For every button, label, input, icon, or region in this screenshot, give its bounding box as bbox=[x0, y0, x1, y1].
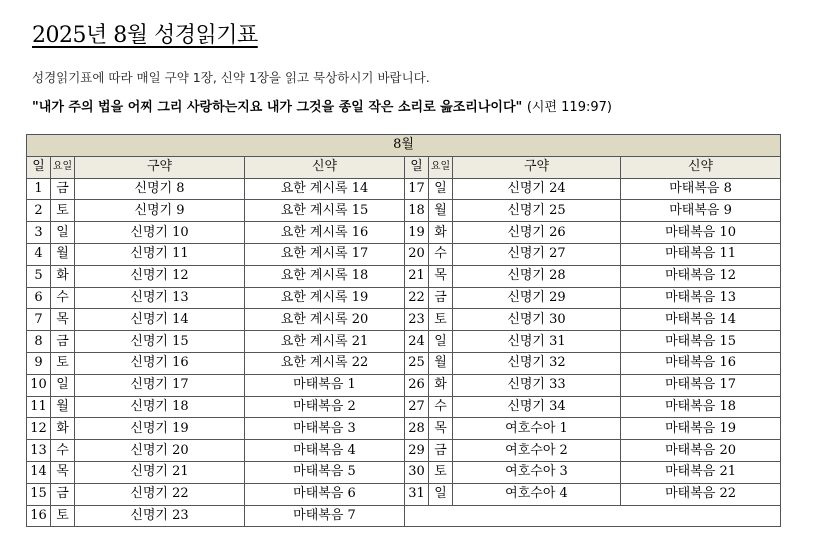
weekday-cell: 월 bbox=[51, 396, 75, 418]
day-cell: 22 bbox=[405, 287, 429, 309]
verse-text: "내가 주의 법을 어찌 그리 사랑하는지요 내가 그것을 종일 작은 소리로 읊조리나이다" bbox=[32, 100, 523, 115]
nt-reading-cell: 요한 계시록 21 bbox=[245, 331, 405, 353]
nt-reading-cell: 요한 계시록 19 bbox=[245, 287, 405, 309]
table-row bbox=[27, 222, 781, 244]
table-row bbox=[27, 505, 781, 527]
reading-plan-table bbox=[26, 134, 781, 527]
day-cell: 17 bbox=[405, 178, 429, 200]
header-nt: 신약 bbox=[245, 156, 405, 178]
day-cell: 31 bbox=[405, 483, 429, 505]
nt-reading-cell: 마태복음 16 bbox=[621, 352, 781, 374]
header-ot: 구약 bbox=[75, 156, 245, 178]
ot-reading-cell: 신명기 15 bbox=[75, 331, 245, 353]
weekday-cell: 화 bbox=[51, 418, 75, 440]
day-cell: 16 bbox=[27, 505, 51, 527]
ot-reading-cell: 신명기 28 bbox=[453, 265, 621, 287]
ot-reading-cell: 신명기 34 bbox=[453, 396, 621, 418]
nt-reading-cell: 마태복음 17 bbox=[621, 374, 781, 396]
ot-reading-cell: 신명기 31 bbox=[453, 331, 621, 353]
day-cell: 19 bbox=[405, 222, 429, 244]
nt-reading-cell: 마태복음 13 bbox=[621, 287, 781, 309]
weekday-cell: 일 bbox=[51, 222, 75, 244]
day-cell: 4 bbox=[27, 243, 51, 265]
day-cell: 18 bbox=[405, 200, 429, 222]
weekday-cell: 일 bbox=[429, 483, 453, 505]
table-row bbox=[27, 287, 781, 309]
table-row bbox=[27, 200, 781, 222]
ot-reading-cell: 신명기 32 bbox=[453, 352, 621, 374]
nt-reading-cell: 요한 계시록 16 bbox=[245, 222, 405, 244]
weekday-cell: 화 bbox=[429, 374, 453, 396]
nt-reading-cell: 요한 계시록 18 bbox=[245, 265, 405, 287]
nt-reading-cell: 마태복음 18 bbox=[621, 396, 781, 418]
table-row bbox=[27, 178, 781, 200]
weekday-cell: 토 bbox=[51, 505, 75, 527]
day-cell: 7 bbox=[27, 309, 51, 331]
plan-body bbox=[27, 178, 781, 527]
verse-quote bbox=[32, 96, 612, 115]
nt-reading-cell: 마태복음 5 bbox=[245, 461, 405, 483]
weekday-cell: 토 bbox=[429, 461, 453, 483]
empty-cell bbox=[405, 505, 781, 527]
nt-reading-cell: 마태복음 7 bbox=[245, 505, 405, 527]
day-cell: 26 bbox=[405, 374, 429, 396]
weekday-cell: 일 bbox=[429, 178, 453, 200]
month-header-row bbox=[27, 135, 781, 157]
ot-reading-cell: 신명기 26 bbox=[453, 222, 621, 244]
weekday-cell: 금 bbox=[51, 331, 75, 353]
ot-reading-cell: 신명기 23 bbox=[75, 505, 245, 527]
ot-reading-cell: 신명기 10 bbox=[75, 222, 245, 244]
weekday-cell: 수 bbox=[51, 287, 75, 309]
nt-reading-cell: 마태복음 8 bbox=[621, 178, 781, 200]
weekday-cell: 월 bbox=[51, 243, 75, 265]
header-weekday: 요일 bbox=[429, 156, 453, 178]
nt-reading-cell: 요한 계시록 15 bbox=[245, 200, 405, 222]
table-row bbox=[27, 418, 781, 440]
weekday-cell: 목 bbox=[51, 309, 75, 331]
nt-reading-cell: 마태복음 10 bbox=[621, 222, 781, 244]
nt-reading-cell: 마태복음 9 bbox=[621, 200, 781, 222]
weekday-cell: 토 bbox=[51, 200, 75, 222]
day-cell: 25 bbox=[405, 352, 429, 374]
day-cell: 13 bbox=[27, 440, 51, 462]
table-row bbox=[27, 265, 781, 287]
weekday-cell: 수 bbox=[429, 243, 453, 265]
weekday-cell: 목 bbox=[429, 418, 453, 440]
table-row bbox=[27, 483, 781, 505]
page-title: 2025년 8월 성경읽기표 bbox=[32, 23, 258, 48]
day-cell: 20 bbox=[405, 243, 429, 265]
ot-reading-cell: 신명기 24 bbox=[453, 178, 621, 200]
weekday-cell: 토 bbox=[429, 309, 453, 331]
nt-reading-cell: 마태복음 14 bbox=[621, 309, 781, 331]
day-cell: 12 bbox=[27, 418, 51, 440]
weekday-cell: 목 bbox=[51, 461, 75, 483]
table-row bbox=[27, 374, 781, 396]
ot-reading-cell: 신명기 11 bbox=[75, 243, 245, 265]
day-cell: 9 bbox=[27, 352, 51, 374]
table-row bbox=[27, 243, 781, 265]
day-cell: 15 bbox=[27, 483, 51, 505]
ot-reading-cell: 신명기 27 bbox=[453, 243, 621, 265]
nt-reading-cell: 요한 계시록 20 bbox=[245, 309, 405, 331]
day-cell: 2 bbox=[27, 200, 51, 222]
weekday-cell: 화 bbox=[429, 222, 453, 244]
header-day: 일 bbox=[405, 156, 429, 178]
day-cell: 29 bbox=[405, 440, 429, 462]
weekday-cell: 토 bbox=[51, 352, 75, 374]
day-cell: 27 bbox=[405, 396, 429, 418]
weekday-cell: 일 bbox=[429, 331, 453, 353]
table-row bbox=[27, 309, 781, 331]
header-day: 일 bbox=[27, 156, 51, 178]
ot-reading-cell: 신명기 25 bbox=[453, 200, 621, 222]
ot-reading-cell: 신명기 19 bbox=[75, 418, 245, 440]
nt-reading-cell: 마태복음 2 bbox=[245, 396, 405, 418]
ot-reading-cell: 신명기 21 bbox=[75, 461, 245, 483]
day-cell: 30 bbox=[405, 461, 429, 483]
day-cell: 10 bbox=[27, 374, 51, 396]
ot-reading-cell: 신명기 9 bbox=[75, 200, 245, 222]
ot-reading-cell: 신명기 14 bbox=[75, 309, 245, 331]
nt-reading-cell: 마태복음 1 bbox=[245, 374, 405, 396]
table-row bbox=[27, 440, 781, 462]
nt-reading-cell: 마태복음 15 bbox=[621, 331, 781, 353]
day-cell: 5 bbox=[27, 265, 51, 287]
day-cell: 6 bbox=[27, 287, 51, 309]
weekday-cell: 금 bbox=[51, 483, 75, 505]
month-label: 8월 bbox=[27, 135, 781, 157]
ot-reading-cell: 신명기 30 bbox=[453, 309, 621, 331]
ot-reading-cell: 신명기 8 bbox=[75, 178, 245, 200]
nt-reading-cell: 마태복음 21 bbox=[621, 461, 781, 483]
table-row bbox=[27, 461, 781, 483]
nt-reading-cell: 요한 계시록 14 bbox=[245, 178, 405, 200]
table-row bbox=[27, 352, 781, 374]
ot-reading-cell: 여호수아 1 bbox=[453, 418, 621, 440]
header-ot: 구약 bbox=[453, 156, 621, 178]
ot-reading-cell: 신명기 12 bbox=[75, 265, 245, 287]
nt-reading-cell: 마태복음 4 bbox=[245, 440, 405, 462]
ot-reading-cell: 신명기 18 bbox=[75, 396, 245, 418]
ot-reading-cell: 여호수아 3 bbox=[453, 461, 621, 483]
weekday-cell: 일 bbox=[51, 374, 75, 396]
nt-reading-cell: 마태복음 6 bbox=[245, 483, 405, 505]
day-cell: 14 bbox=[27, 461, 51, 483]
nt-reading-cell: 마태복음 20 bbox=[621, 440, 781, 462]
nt-reading-cell: 마태복음 11 bbox=[621, 243, 781, 265]
nt-reading-cell: 마태복음 12 bbox=[621, 265, 781, 287]
day-cell: 8 bbox=[27, 331, 51, 353]
nt-reading-cell: 요한 계시록 22 bbox=[245, 352, 405, 374]
table-row bbox=[27, 396, 781, 418]
table-row bbox=[27, 331, 781, 353]
ot-reading-cell: 신명기 22 bbox=[75, 483, 245, 505]
weekday-cell: 금 bbox=[51, 178, 75, 200]
ot-reading-cell: 신명기 13 bbox=[75, 287, 245, 309]
ot-reading-cell: 신명기 20 bbox=[75, 440, 245, 462]
ot-reading-cell: 신명기 16 bbox=[75, 352, 245, 374]
intro-text: 성경읽기표에 따라 매일 구약 1장, 신약 1장을 읽고 묵상하시기 바랍니다. bbox=[32, 70, 430, 85]
day-cell: 23 bbox=[405, 309, 429, 331]
ot-reading-cell: 여호수아 4 bbox=[453, 483, 621, 505]
day-cell: 24 bbox=[405, 331, 429, 353]
weekday-cell: 금 bbox=[429, 287, 453, 309]
weekday-cell: 월 bbox=[429, 200, 453, 222]
day-cell: 3 bbox=[27, 222, 51, 244]
day-cell: 11 bbox=[27, 396, 51, 418]
nt-reading-cell: 마태복음 19 bbox=[621, 418, 781, 440]
header-nt: 신약 bbox=[621, 156, 781, 178]
verse-reference: (시편 119:97) bbox=[526, 100, 612, 115]
nt-reading-cell: 요한 계시록 17 bbox=[245, 243, 405, 265]
day-cell: 21 bbox=[405, 265, 429, 287]
header-weekday: 요일 bbox=[51, 156, 75, 178]
day-cell: 28 bbox=[405, 418, 429, 440]
ot-reading-cell: 신명기 17 bbox=[75, 374, 245, 396]
weekday-cell: 목 bbox=[429, 265, 453, 287]
day-cell: 1 bbox=[27, 178, 51, 200]
ot-reading-cell: 신명기 29 bbox=[453, 287, 621, 309]
ot-reading-cell: 여호수아 2 bbox=[453, 440, 621, 462]
weekday-cell: 금 bbox=[429, 440, 453, 462]
weekday-cell: 수 bbox=[51, 440, 75, 462]
weekday-cell: 월 bbox=[429, 352, 453, 374]
column-header-row bbox=[27, 156, 781, 178]
ot-reading-cell: 신명기 33 bbox=[453, 374, 621, 396]
weekday-cell: 수 bbox=[429, 396, 453, 418]
nt-reading-cell: 마태복음 3 bbox=[245, 418, 405, 440]
nt-reading-cell: 마태복음 22 bbox=[621, 483, 781, 505]
weekday-cell: 화 bbox=[51, 265, 75, 287]
